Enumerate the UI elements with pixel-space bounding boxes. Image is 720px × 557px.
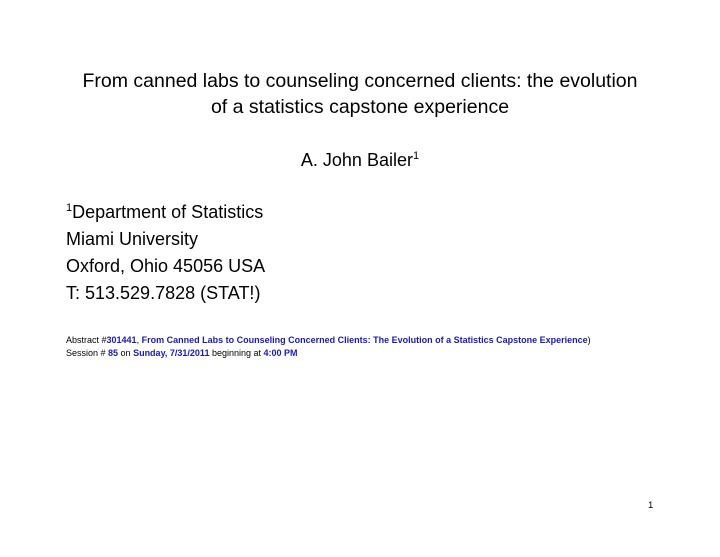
session-time: 4:00 PM <box>263 347 298 358</box>
session-prefix: Session # <box>66 347 109 358</box>
session-date: Sunday, 7/31/2011 <box>133 347 210 358</box>
abstract-close-paren: ) <box>587 335 591 345</box>
affiliation-department-line <box>66 199 265 226</box>
affiliation-department: Department of Statistics <box>72 202 264 222</box>
affiliation-phone: T: 513.529.7828 (STAT!) <box>66 283 261 303</box>
abstract-line <box>66 334 706 347</box>
session-on-text: on <box>118 347 134 358</box>
abstract-separator: , <box>136 335 142 345</box>
abstract-info <box>66 334 706 359</box>
author-name: A. John Bailer <box>300 150 413 170</box>
abstract-title: From Canned Labs to Counseling Concerned Clients: The Evolution of a Statistics Capstone Experience <box>141 335 588 345</box>
affiliation-address: Oxford, Ohio 45056 USA <box>66 256 266 276</box>
session-line <box>66 347 706 360</box>
affiliation <box>66 199 265 307</box>
author-superscript: 1 <box>412 150 420 162</box>
affiliation-superscript: 1 <box>66 202 73 214</box>
title-line-1: From canned labs to counseling concerned clients: the evolution <box>82 70 638 92</box>
title-line-2: of a statistics capstone experience <box>210 96 510 118</box>
author <box>0 150 720 171</box>
abstract-prefix: Abstract # <box>66 335 107 345</box>
abstract-number: 301441 <box>106 335 137 345</box>
session-number: 85 <box>108 347 119 358</box>
page-number: 1 <box>648 500 654 511</box>
affiliation-university: Miami University <box>66 229 199 249</box>
session-beginning-text: beginning at <box>209 347 264 358</box>
slide-title <box>40 68 680 120</box>
